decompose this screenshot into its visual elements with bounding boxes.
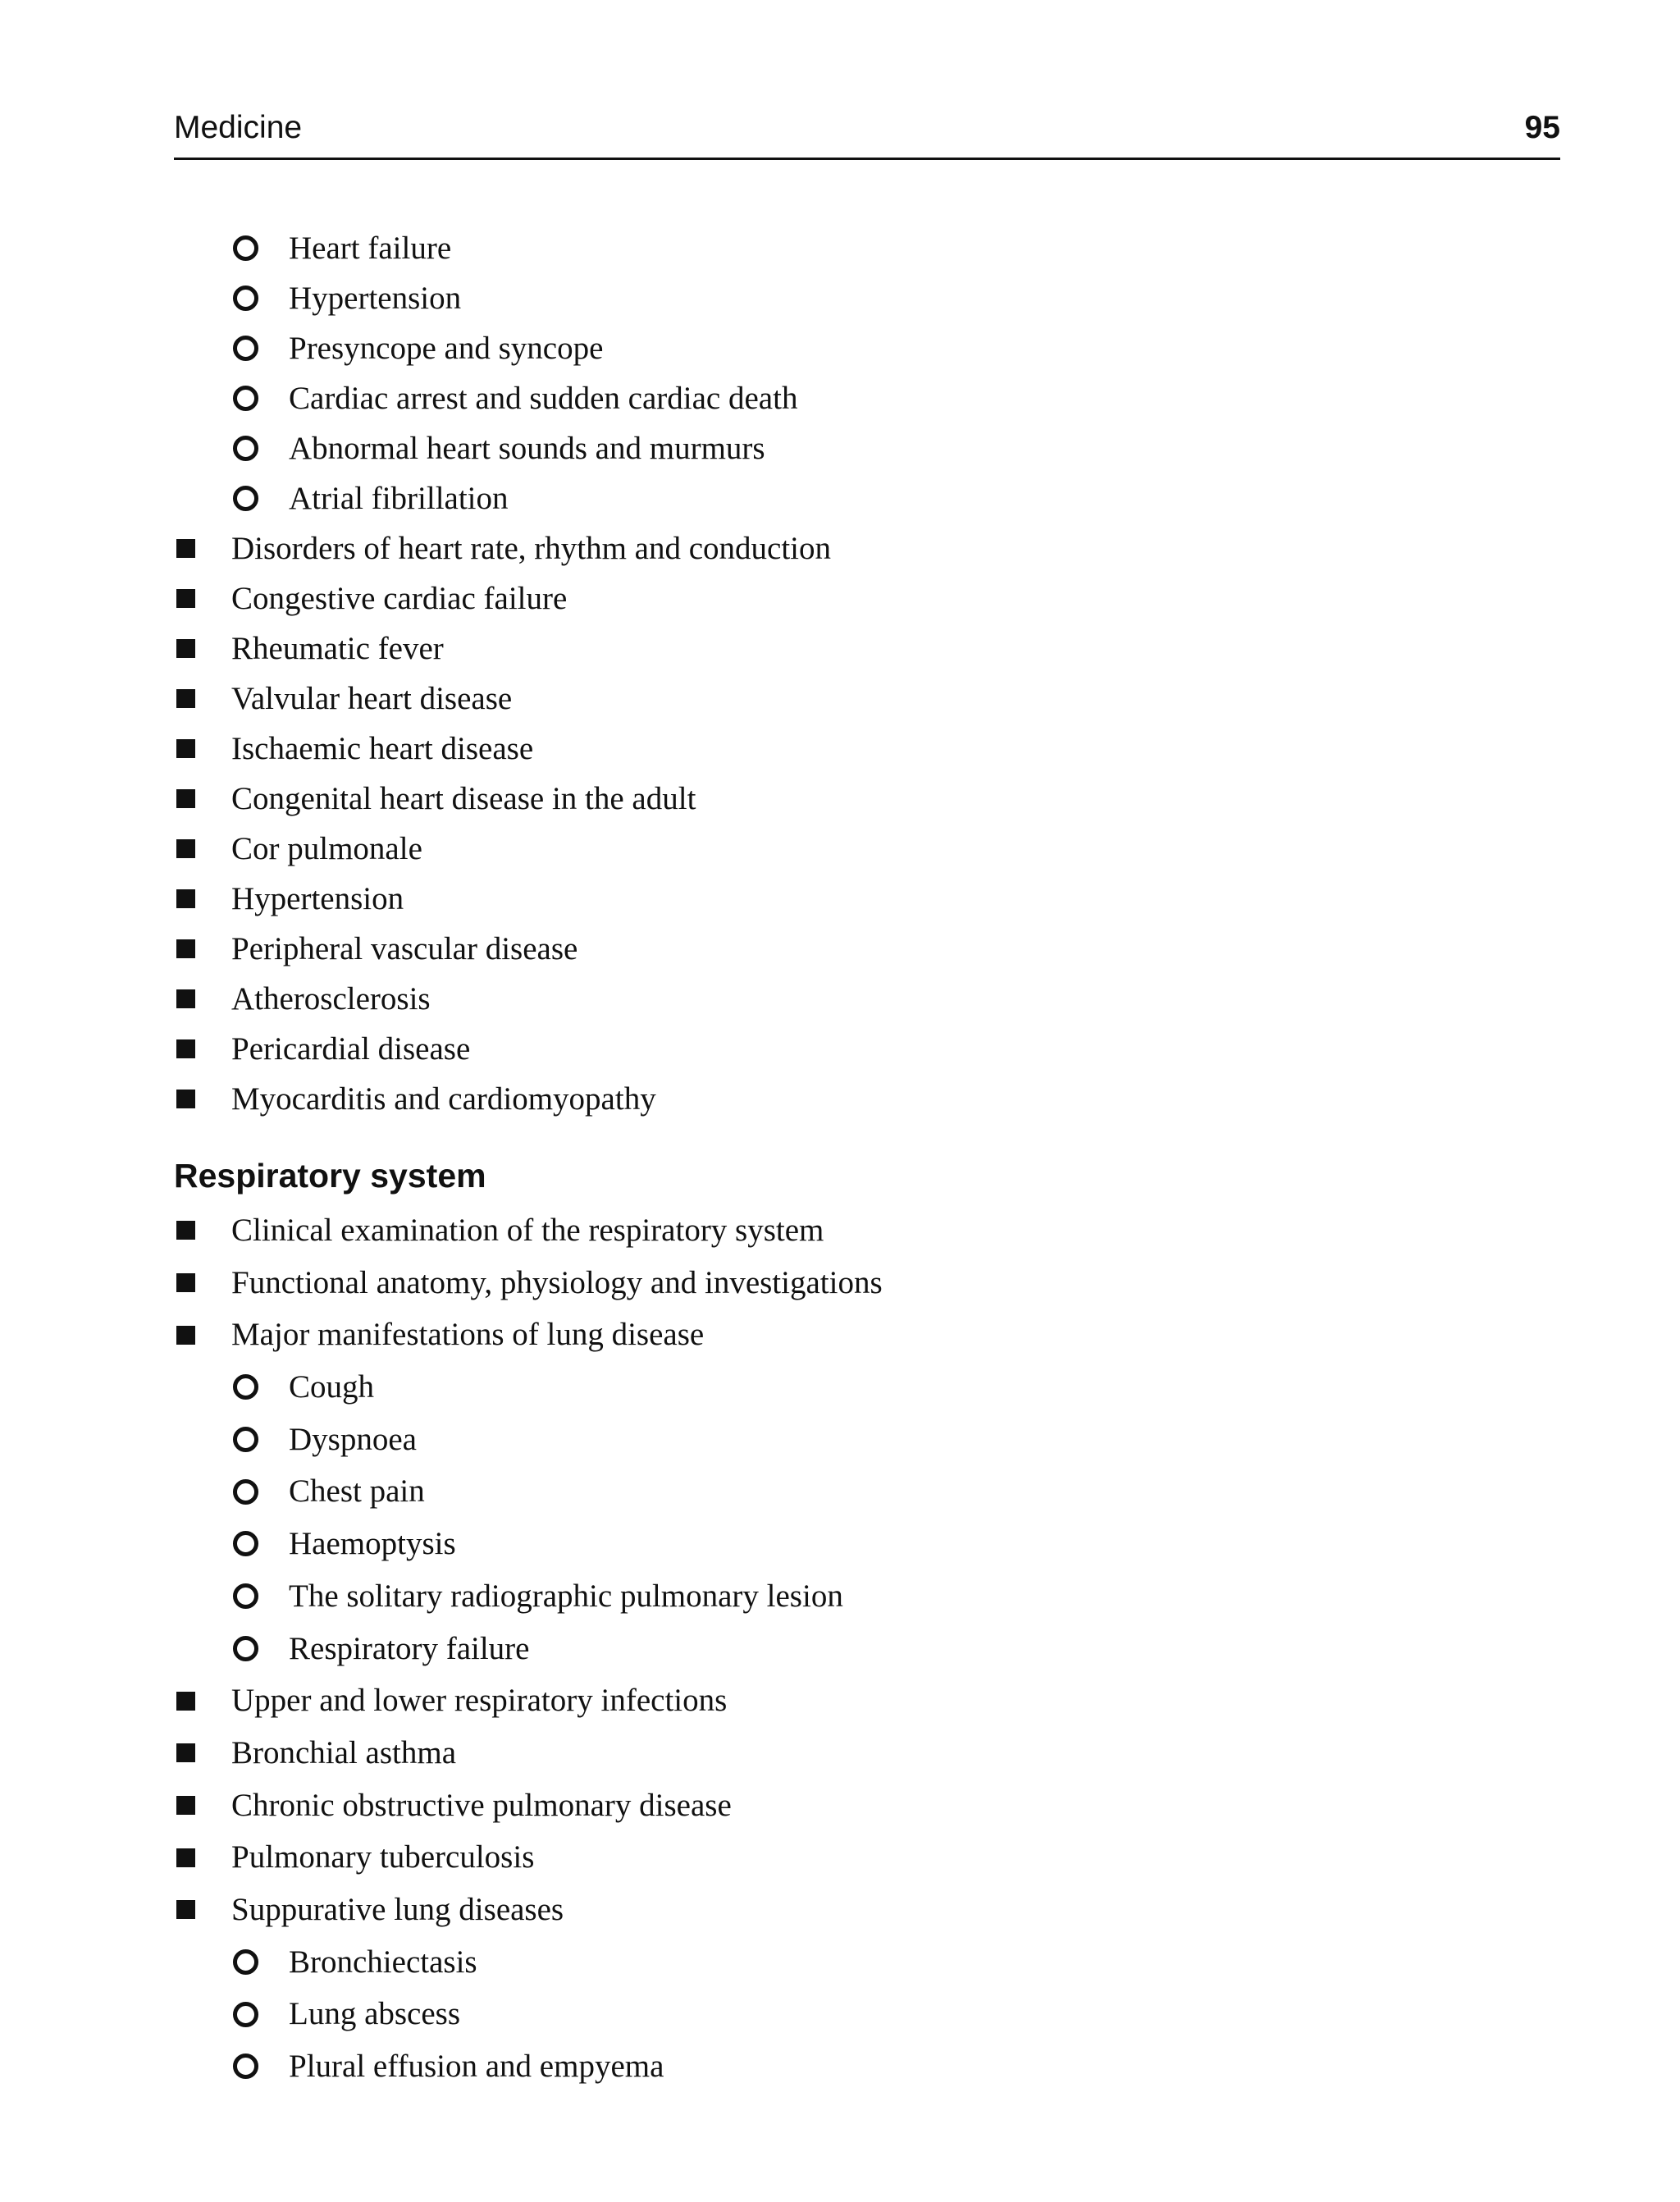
list-item <box>174 1884 1560 1936</box>
square-bullet-icon <box>176 839 195 858</box>
square-bullet-icon <box>176 1884 195 1936</box>
sub-list-item <box>174 1623 1560 1675</box>
list-item <box>174 1779 1560 1832</box>
circle-bullet-icon <box>233 1531 258 1556</box>
circle-bullet-icon <box>233 386 258 411</box>
list-item-text: Haemoptysis <box>289 1526 456 1562</box>
list-item <box>174 573 1560 624</box>
square-bullet-icon <box>176 1024 195 1074</box>
square-bullet-icon <box>176 589 195 608</box>
square-bullet-icon <box>176 1674 195 1727</box>
square-bullet-icon <box>176 539 195 558</box>
circle-bullet-icon <box>233 1465 258 1518</box>
list-item <box>174 924 1560 974</box>
list-item-text: Atrial fibrillation <box>289 481 509 516</box>
circle-bullet-icon <box>233 2054 258 2079</box>
section-heading: Respiratory system <box>174 1157 486 1195</box>
list-item-text: Presyncope and syncope <box>289 331 604 366</box>
list-item-text: Heart failure <box>289 231 452 266</box>
sub-list-item <box>174 1465 1560 1518</box>
square-bullet-icon <box>176 573 195 624</box>
list-item <box>174 1727 1560 1779</box>
cardiovascular-list <box>174 223 1560 1124</box>
sub-list-item <box>174 473 1560 523</box>
sub-list-item <box>174 273 1560 323</box>
circle-bullet-icon <box>233 1583 258 1609</box>
list-item <box>174 624 1560 674</box>
square-bullet-icon <box>176 1090 195 1108</box>
circle-bullet-icon <box>233 1518 258 1570</box>
circle-bullet-icon <box>233 1361 258 1414</box>
sub-list-item <box>174 1988 1560 2040</box>
list-item-text: Cor pulmonale <box>231 831 422 866</box>
sub-list-item <box>174 1518 1560 1570</box>
square-bullet-icon <box>176 1257 195 1309</box>
square-bullet-icon <box>176 939 195 958</box>
list-item <box>174 724 1560 774</box>
list-item-text: Hypertension <box>289 281 462 316</box>
square-bullet-icon <box>176 1848 195 1867</box>
circle-bullet-icon <box>233 336 258 361</box>
square-bullet-icon <box>176 1831 195 1884</box>
list-item-text: Lung abscess <box>289 1996 461 2032</box>
respiratory-section <box>174 1147 1560 2093</box>
circle-bullet-icon <box>233 1479 258 1505</box>
sub-list-item <box>174 423 1560 473</box>
list-item-text: Atherosclerosis <box>231 981 431 1016</box>
circle-bullet-icon <box>233 1936 258 1989</box>
sub-list-item <box>174 2040 1560 2093</box>
square-bullet-icon <box>176 789 195 808</box>
list-item <box>174 523 1560 573</box>
list-item-text: Respiratory failure <box>289 1630 530 1666</box>
list-item <box>174 1309 1560 1361</box>
list-item <box>174 774 1560 824</box>
list-item-text: Functional anatomy, physiology and investigations <box>231 1264 883 1300</box>
square-bullet-icon <box>176 1273 195 1292</box>
square-bullet-icon <box>176 989 195 1008</box>
square-bullet-icon <box>176 674 195 724</box>
square-bullet-icon <box>176 1727 195 1779</box>
square-bullet-icon <box>176 924 195 974</box>
list-item-text: Upper and lower respiratory infections <box>231 1683 728 1719</box>
square-bullet-icon <box>176 974 195 1024</box>
circle-bullet-icon <box>233 1427 258 1452</box>
list-item <box>174 1257 1560 1309</box>
sub-list-item <box>174 1414 1560 1466</box>
list-item <box>174 1204 1560 1257</box>
square-bullet-icon <box>176 1692 195 1711</box>
circle-bullet-icon <box>233 423 258 473</box>
page-number: 95 <box>1524 110 1560 145</box>
square-bullet-icon <box>176 874 195 924</box>
square-bullet-icon <box>176 1039 195 1058</box>
circle-bullet-icon <box>233 1374 258 1400</box>
circle-bullet-icon <box>233 473 258 523</box>
sub-list-item <box>174 373 1560 423</box>
list-item-text: Major manifestations of lung disease <box>231 1317 705 1353</box>
square-bullet-icon <box>176 774 195 824</box>
list-item <box>174 974 1560 1024</box>
circle-bullet-icon <box>233 1988 258 2040</box>
circle-bullet-icon <box>233 436 258 461</box>
list-item-text: Cardiac arrest and sudden cardiac death <box>289 381 798 416</box>
square-bullet-icon <box>176 689 195 708</box>
list-item-text: Chest pain <box>289 1473 425 1510</box>
square-bullet-icon <box>176 1900 195 1919</box>
square-bullet-icon <box>176 1743 195 1762</box>
list-item <box>174 1674 1560 1727</box>
list-item-text: Peripheral vascular disease <box>231 931 578 966</box>
list-item <box>174 874 1560 924</box>
circle-bullet-icon <box>233 1949 258 1975</box>
circle-bullet-icon <box>233 1570 258 1623</box>
circle-bullet-icon <box>233 2002 258 2027</box>
sub-list-item <box>174 223 1560 273</box>
square-bullet-icon <box>176 523 195 573</box>
square-bullet-icon <box>176 889 195 908</box>
list-item-text: Pericardial disease <box>231 1031 471 1067</box>
circle-bullet-icon <box>233 486 258 511</box>
list-item-text: Congestive cardiac failure <box>231 581 568 616</box>
sub-list-item <box>174 1361 1560 1414</box>
list-item-text: Bronchiectasis <box>289 1944 477 1980</box>
list-item <box>174 1074 1560 1124</box>
list-item-text: Clinical examination of the respiratory system <box>231 1213 824 1248</box>
list-item-text: Congenital heart disease in the adult <box>231 781 696 816</box>
list-item-text: Cough <box>289 1369 375 1405</box>
circle-bullet-icon <box>233 373 258 423</box>
circle-bullet-icon <box>233 1414 258 1466</box>
list-item-text: Abnormal heart sounds and murmurs <box>289 431 765 466</box>
square-bullet-icon <box>176 1309 195 1361</box>
circle-bullet-icon <box>233 2040 258 2093</box>
list-item <box>174 1024 1560 1074</box>
list-item-text: Myocarditis and cardiomyopathy <box>231 1081 656 1117</box>
square-bullet-icon <box>176 1796 195 1815</box>
list-item-text: Disorders of heart rate, rhythm and conduction <box>231 531 832 566</box>
circle-bullet-icon <box>233 235 258 261</box>
square-bullet-icon <box>176 739 195 758</box>
circle-bullet-icon <box>233 1623 258 1675</box>
list-item-text: Suppurative lung diseases <box>231 1891 564 1927</box>
square-bullet-icon <box>176 1074 195 1124</box>
circle-bullet-icon <box>233 286 258 311</box>
list-item <box>174 1831 1560 1884</box>
square-bullet-icon <box>176 639 195 658</box>
circle-bullet-icon <box>233 1636 258 1661</box>
running-head: Medicine <box>174 110 303 145</box>
list-item-text: Dyspnoea <box>289 1421 417 1457</box>
sub-list-item <box>174 323 1560 373</box>
list-item-text: Chronic obstructive pulmonary disease <box>231 1787 732 1823</box>
circle-bullet-icon <box>233 273 258 323</box>
square-bullet-icon <box>176 1204 195 1257</box>
sub-list-item <box>174 1570 1560 1623</box>
list-item-text: Pulmonary tuberculosis <box>231 1839 535 1875</box>
square-bullet-icon <box>176 1326 195 1345</box>
list-item-text: Valvular heart disease <box>231 681 513 716</box>
square-bullet-icon <box>176 824 195 874</box>
circle-bullet-icon <box>233 223 258 273</box>
square-bullet-icon <box>176 1221 195 1240</box>
list-item-text: Plural effusion and empyema <box>289 2049 664 2084</box>
square-bullet-icon <box>176 624 195 674</box>
sub-list-item <box>174 1936 1560 1989</box>
list-item-text: Ischaemic heart disease <box>231 731 534 766</box>
list-item-text: The solitary radiographic pulmonary lesion <box>289 1578 843 1614</box>
list-item-text: Hypertension <box>231 881 404 916</box>
list-item <box>174 824 1560 874</box>
square-bullet-icon <box>176 724 195 774</box>
list-item-text: Rheumatic fever <box>231 631 444 666</box>
square-bullet-icon <box>176 1779 195 1832</box>
list-item <box>174 674 1560 724</box>
respiratory-list <box>174 1204 1560 2093</box>
circle-bullet-icon <box>233 323 258 373</box>
list-item-text: Bronchial asthma <box>231 1734 457 1770</box>
page-header <box>174 108 1560 160</box>
